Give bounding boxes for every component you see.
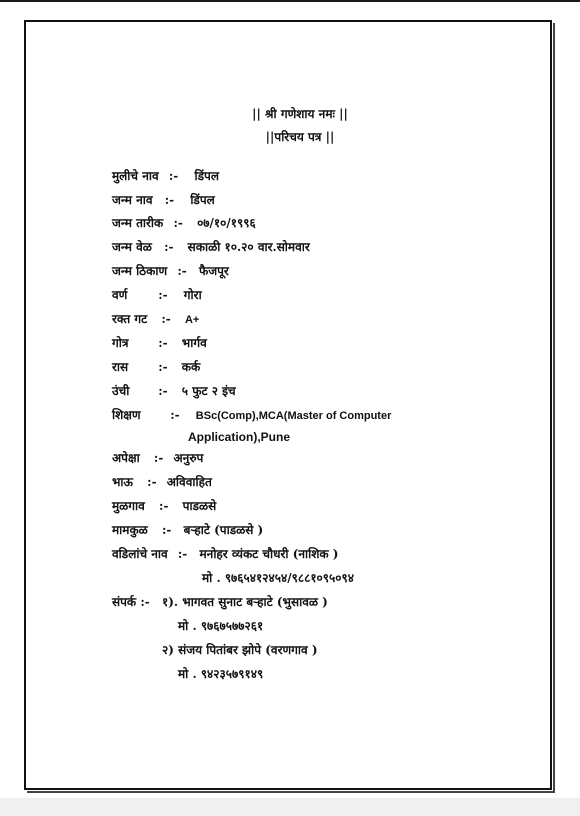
- field-blood-group: [112, 311, 199, 328]
- field-separator: :-: [161, 523, 172, 537]
- field-native-village: [112, 498, 216, 514]
- field-expectation: [112, 450, 203, 466]
- field-value: पाडळसे: [182, 499, 217, 513]
- field-label: अपेक्षा: [112, 451, 140, 465]
- field-height: [112, 383, 236, 399]
- field-value: मनोहर व्यंकट चौधरी (नाशिक ): [199, 547, 339, 561]
- field-value: ०७/१०/१९९६: [197, 216, 256, 230]
- contact-person-1: १). भागवत सुनाट बऱ्हाटे (भुसावळ ): [162, 595, 328, 609]
- field-value: ५ फुट २ इंच: [181, 384, 236, 398]
- field-value: अविवाहित: [166, 475, 212, 489]
- field-separator: :-: [177, 547, 188, 561]
- document-title: ||परिचय पत्र ||: [265, 130, 335, 144]
- field-label: जन्म ठिकाण: [112, 264, 168, 278]
- field-separator: :-: [158, 384, 168, 398]
- contact-person-2: २) संजय पितांबर झोपे (वरणगाव ): [162, 643, 318, 657]
- field-label: वडिलांचे नाव: [112, 547, 168, 561]
- field-label: रास: [112, 360, 129, 374]
- field-label: जन्म वेळ: [112, 240, 152, 254]
- field-value: BSc(Comp),MCA(Master of Computer: [195, 410, 392, 422]
- field-value: डिंपल: [194, 169, 219, 183]
- field-brother: [112, 474, 212, 490]
- field-value: कर्क: [181, 360, 201, 374]
- field-girl-name: [112, 168, 219, 184]
- field-label: वर्ण: [112, 288, 128, 302]
- field-label: मामकुळ: [112, 523, 148, 537]
- field-label: उंची: [112, 384, 130, 398]
- field-label: शिक्षण: [112, 408, 141, 422]
- field-separator: :-: [158, 336, 168, 350]
- field-rashi: [112, 359, 200, 375]
- contact-mobile-2: मो . ९४२३५७९१४९: [178, 667, 264, 681]
- field-education: [112, 407, 391, 424]
- field-value: बऱ्हाटे (पाडळसे ): [183, 523, 264, 537]
- field-value: गोरा: [183, 288, 202, 302]
- field-separator: :-: [161, 312, 171, 326]
- field-value: सकाळी १०.२० वार.सोमवार: [187, 240, 310, 254]
- invocation-heading: || श्री गणेशाय नमः ||: [252, 107, 348, 121]
- field-value: फैजपूर: [198, 264, 229, 278]
- field-separator: :-: [177, 264, 187, 278]
- field-education-continued: Application),Pune: [188, 430, 290, 444]
- field-birth-time: [112, 239, 310, 255]
- field-birth-date: [112, 215, 256, 231]
- field-separator: :-: [153, 451, 164, 465]
- field-label: जन्म नाव: [112, 193, 153, 207]
- field-value: भार्गव: [181, 336, 207, 350]
- field-label: जन्म तारीक: [112, 216, 164, 230]
- field-father-name: [112, 546, 338, 562]
- field-label: गोत्र: [112, 336, 129, 350]
- field-separator: :-: [168, 169, 179, 183]
- field-label: मुळगाव: [112, 499, 145, 513]
- field-complexion: [112, 287, 202, 303]
- field-separator: :-: [158, 360, 168, 374]
- father-mobile: मो . ९७६५४१२४५४/९८८१०९५०९४: [202, 571, 355, 585]
- field-separator: :-: [159, 499, 169, 513]
- viewer-bottom-band: [0, 798, 580, 816]
- field-birth-name: [112, 192, 215, 208]
- field-gotra: [112, 335, 207, 351]
- field-value: A+: [184, 314, 200, 326]
- field-value: अनुरुप: [173, 451, 204, 465]
- contact-mobile-1: मो . ९७६७५७७२६१: [178, 619, 264, 633]
- field-birth-place: [112, 263, 229, 279]
- field-separator: :-: [158, 288, 168, 302]
- field-label: रक्त गट: [112, 312, 148, 326]
- contact-label: संपर्क :-: [112, 595, 150, 609]
- field-value: डिंपल: [190, 193, 215, 207]
- document-page: [0, 2, 580, 798]
- field-separator: :-: [147, 475, 157, 489]
- field-label: मुलीचे नाव: [112, 169, 159, 183]
- field-separator: :-: [164, 240, 174, 254]
- field-maternal-family: [112, 522, 263, 538]
- field-separator: :-: [170, 408, 180, 422]
- field-separator: :-: [173, 216, 183, 230]
- field-label: भाऊ: [112, 475, 133, 489]
- field-separator: :-: [164, 193, 175, 207]
